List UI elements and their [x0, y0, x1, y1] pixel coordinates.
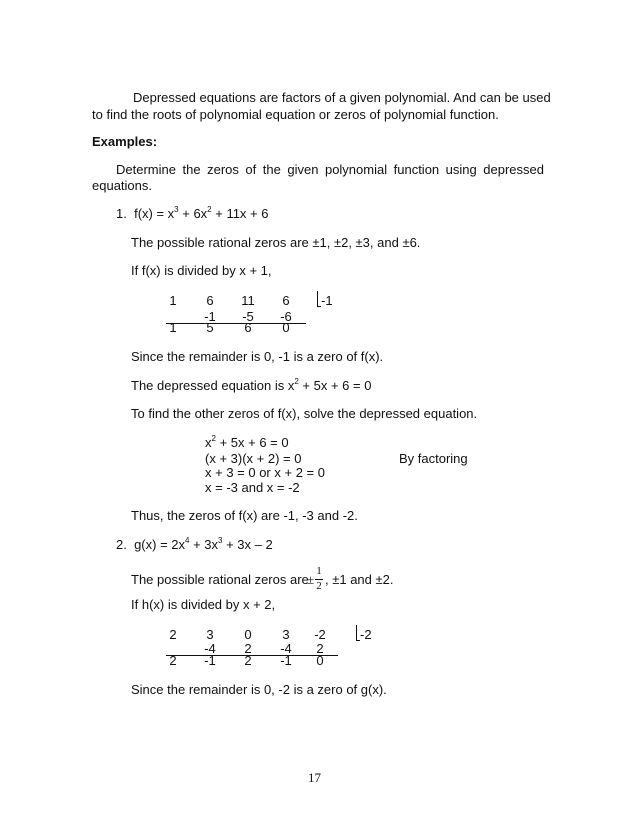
ex2-func-a: g(x) = 2x: [134, 537, 186, 552]
task-line-1: Determine the zeros of the given polynomial function using depressed: [116, 162, 544, 177]
syn1-r1-c1: 1: [169, 293, 177, 308]
examples-heading: Examples:: [92, 134, 158, 149]
syn1-r3-c2: 5: [206, 320, 214, 335]
ex2-frac-num: 1: [316, 565, 322, 577]
syn2-r1-c1: 2: [169, 627, 177, 642]
example-1-function: [116, 206, 268, 222]
step-2: (x + 3)(x + 2) = 0: [205, 451, 302, 466]
example-1-divided: If f(x) is divided by x + 1,: [131, 263, 272, 278]
syn2-r1-c2: 3: [206, 627, 214, 642]
intro-line-1: Depressed equations are factors of a given polynomial. And can be used: [133, 90, 551, 105]
syn2-r1-c3: 0: [244, 627, 252, 642]
example-1-possible-zeros: The possible rational zeros are ±1, ±2, ±3, and ±6.: [131, 235, 421, 250]
syn1-divisor-bracket: [317, 291, 318, 306]
ex2-func-b: + 3x: [189, 537, 219, 552]
example-1-other-zeros: To find the other zeros of f(x), solve the depressed equation.: [131, 406, 478, 421]
syn1-r2-c2: -1: [204, 309, 216, 324]
ex1-depressed-a: The depressed equation is x: [131, 378, 295, 393]
step-3: x + 3 = 0 or x + 2 = 0: [205, 465, 325, 480]
ex1-func-b: + 6x: [178, 206, 208, 221]
step-1-exp: 2: [211, 434, 216, 443]
step-1-a: x: [205, 435, 212, 450]
syn1-r3-c1: 1: [169, 320, 177, 335]
syn2-r2-c3: 2: [244, 641, 252, 656]
example-1-remainder: Since the remainder is 0, -1 is a zero of f(x).: [131, 349, 384, 364]
syn2-r2-c4: -4: [280, 641, 292, 656]
syn1-r3-c4: 0: [282, 320, 290, 335]
ex2-frac-sign: ±: [307, 572, 315, 587]
example-1-conclusion: Thus, the zeros of f(x) are -1, -3 and -2.: [131, 508, 358, 523]
example-2-divided: If h(x) is divided by x + 2,: [131, 597, 276, 612]
ex1-func-exp1: 3: [174, 205, 179, 214]
ex2-zeros-a: The possible rational zeros are: [131, 572, 309, 587]
ex2-frac-den: 2: [316, 580, 322, 592]
syn2-divisor: -2: [360, 627, 372, 642]
example-2-number: 2.: [116, 537, 127, 552]
ex1-depressed-b: + 5x + 6 = 0: [298, 378, 372, 393]
ex2-zeros-b: , ±1 and ±2.: [325, 572, 394, 587]
syn2-r3-c1: 2: [169, 653, 177, 668]
syn2-r2-c5: 2: [316, 641, 324, 656]
step-1-b: + 5x + 6 = 0: [215, 435, 289, 450]
syn1-r2-c3: -5: [242, 309, 254, 324]
example-1-number: 1.: [116, 206, 127, 221]
syn2-r3-c4: -1: [280, 653, 292, 668]
page-number: 17: [308, 770, 321, 785]
syn1-r1-c4: 6: [282, 293, 290, 308]
example-2-function: [116, 537, 273, 553]
syn2-r1-c5: -2: [314, 627, 326, 642]
syn1-r2-c4: -6: [280, 309, 292, 324]
step-4: x = -3 and x = -2: [205, 480, 300, 495]
syn2-r1-c4: 3: [282, 627, 290, 642]
ex2-func-c: + 3x – 2: [222, 537, 273, 552]
syn1-divisor: -1: [321, 293, 333, 308]
syn1-r1-c2: 6: [206, 293, 214, 308]
example-2-remainder: Since the remainder is 0, -2 is a zero of g(x).: [131, 682, 387, 697]
syn2-r3-c3: 2: [244, 653, 252, 668]
syn1-r3-c3: 6: [244, 320, 252, 335]
ex1-depressed-exp: 2: [294, 377, 299, 386]
ex1-func-c: + 11x + 6: [211, 206, 269, 221]
syn1-r1-c3: 11: [241, 293, 255, 308]
ex2-func-exp2: 3: [218, 536, 223, 545]
syn2-r3-c2: -1: [204, 653, 216, 668]
intro-line-2: to find the roots of polynomial equation or zeros of polynomial function.: [92, 107, 499, 122]
syn2-divisor-bracket: [356, 625, 357, 640]
step-2-note: By factoring: [399, 451, 468, 466]
task-line-2: equations.: [92, 178, 152, 193]
ex1-func-a: f(x) = x: [134, 206, 175, 221]
syn2-r3-c5: 0: [316, 653, 324, 668]
example-1-depressed-equation: [131, 378, 371, 394]
ex1-func-exp2: 2: [207, 205, 212, 214]
step-1: [205, 435, 289, 451]
syn2-r2-c2: -4: [204, 641, 216, 656]
ex2-func-exp1: 4: [185, 536, 190, 545]
